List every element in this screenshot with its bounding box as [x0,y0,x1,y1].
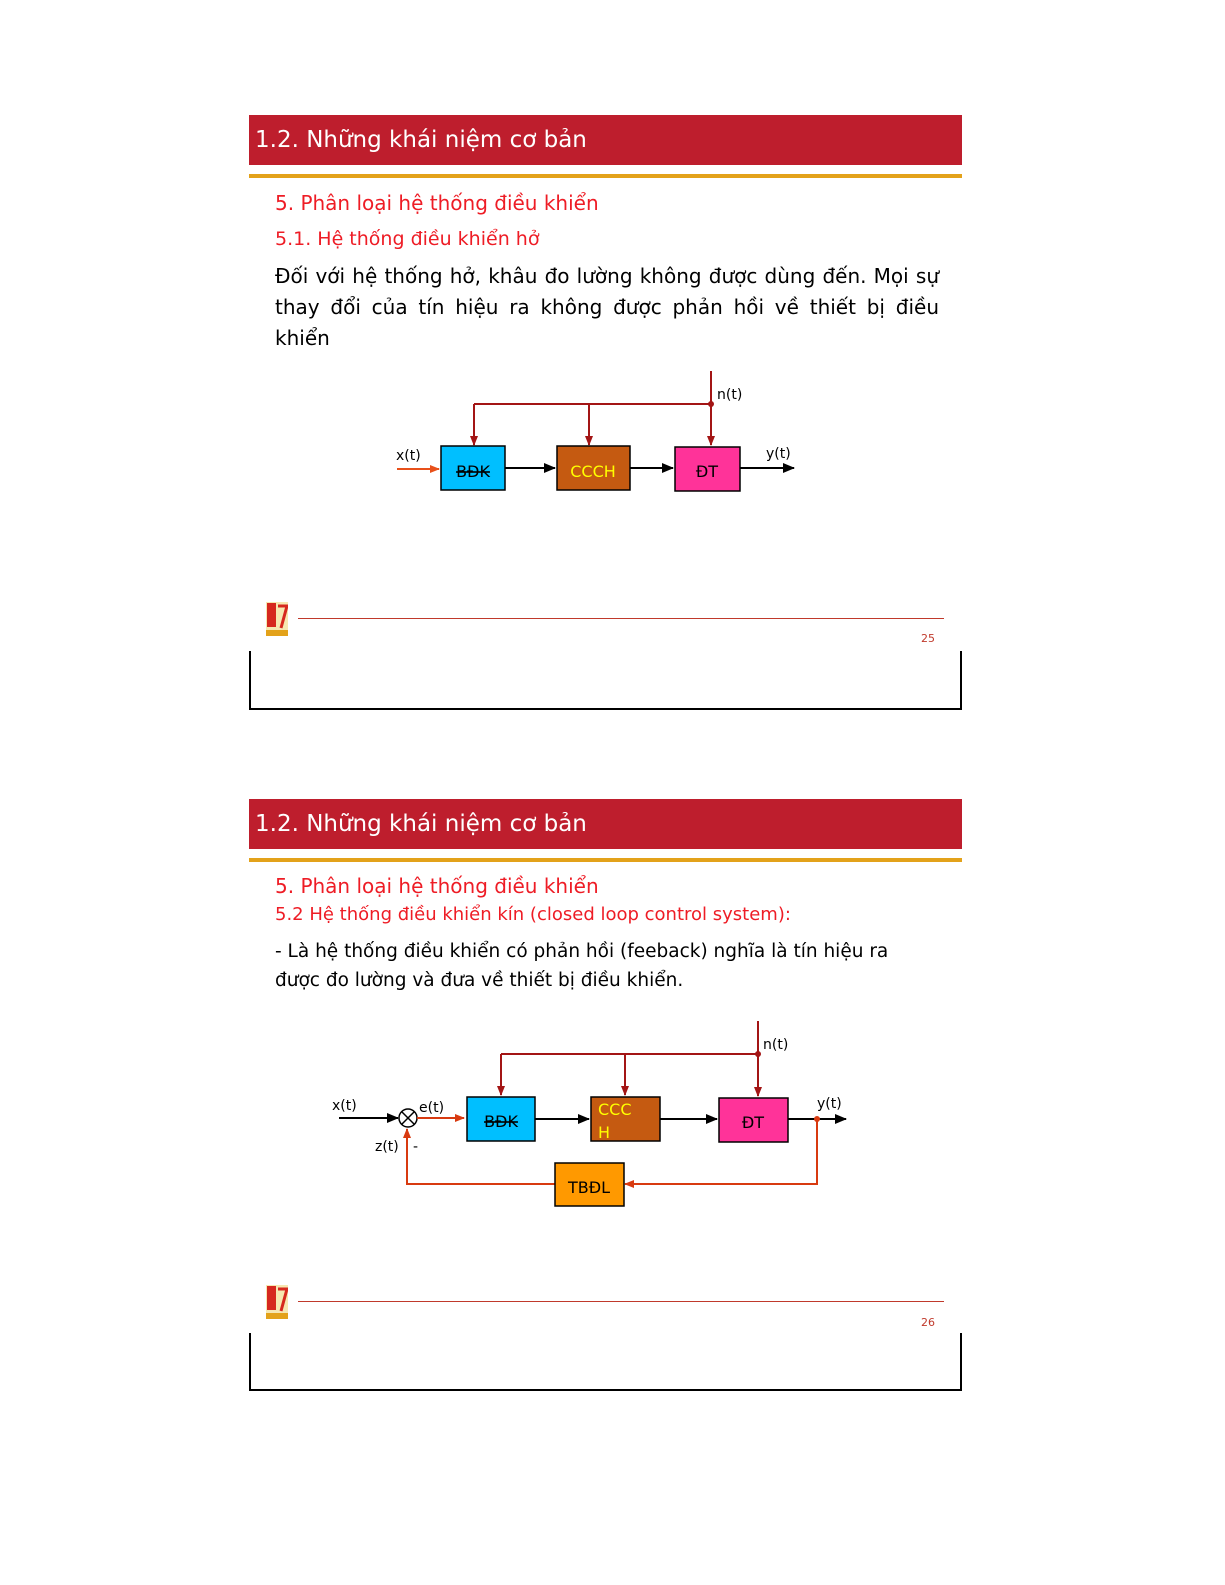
page-number: 25 [921,632,935,645]
page-number: 26 [921,1316,935,1329]
disturbance-label: n(t) [717,387,743,403]
minus-sign: - [413,1139,419,1155]
slide-header: 1.2. Những khái niệm cơ bản [249,115,962,165]
block-ccch-label-line1: CCC [598,1100,632,1119]
junction-dot [755,1051,761,1057]
input-label: x(t) [396,448,421,464]
closed-loop-diagram [249,799,962,1239]
block-bdk-label: BĐK [456,462,490,481]
block-dt-label: ĐT [695,462,719,481]
output-tap-dot [814,1116,820,1122]
body-paragraph: Đối với hệ thống hở, khâu đo lường không được dùng đến. Mọi sự thay đổi của tín hiệu ra không được phản hồi về thiết bị điều khiển [275,264,939,350]
university-logo-icon [266,602,288,636]
footer-line [298,618,944,619]
body-paragraph: - Là hệ thống điều khiển có phản hồi (feeback) nghĩa là tín hiệu ra được đo lường và đưa về thiết bị điều khiển. [275,941,889,991]
block-bdk-label: BĐK [484,1112,518,1131]
slide-frame [249,651,962,710]
university-logo-icon [266,1285,288,1319]
open-loop-diagram [249,115,962,535]
disturbance-label: n(t) [763,1037,789,1053]
block-dt-label: ĐT [741,1113,765,1132]
subsection-heading: 5.1. Hệ thống điều khiển hở [275,228,540,250]
slide-25 [249,115,962,710]
output-label: y(t) [817,1096,842,1112]
block-ccch-label-line2: H [598,1123,611,1142]
slide-26 [249,799,962,1394]
subsection-heading: 5.2 Hệ thống điều khiển kín (closed loop control system): [275,904,791,925]
block-ccch-label: CCCH [570,462,616,481]
section-heading: 5. Phân loại hệ thống điều khiển [275,874,599,898]
slide-frame [249,1333,962,1391]
junction-dot [708,401,714,407]
input-label: x(t) [332,1098,357,1114]
footer-line [298,1301,944,1302]
slide-header: 1.2. Những khái niệm cơ bản [249,799,962,849]
block-tbdl-label: TBĐL [567,1178,611,1197]
section-heading: 5. Phân loại hệ thống điều khiển [275,191,599,215]
error-label: e(t) [419,1100,445,1116]
output-label: y(t) [766,446,791,462]
feedback-signal-label: z(t) [375,1139,399,1155]
